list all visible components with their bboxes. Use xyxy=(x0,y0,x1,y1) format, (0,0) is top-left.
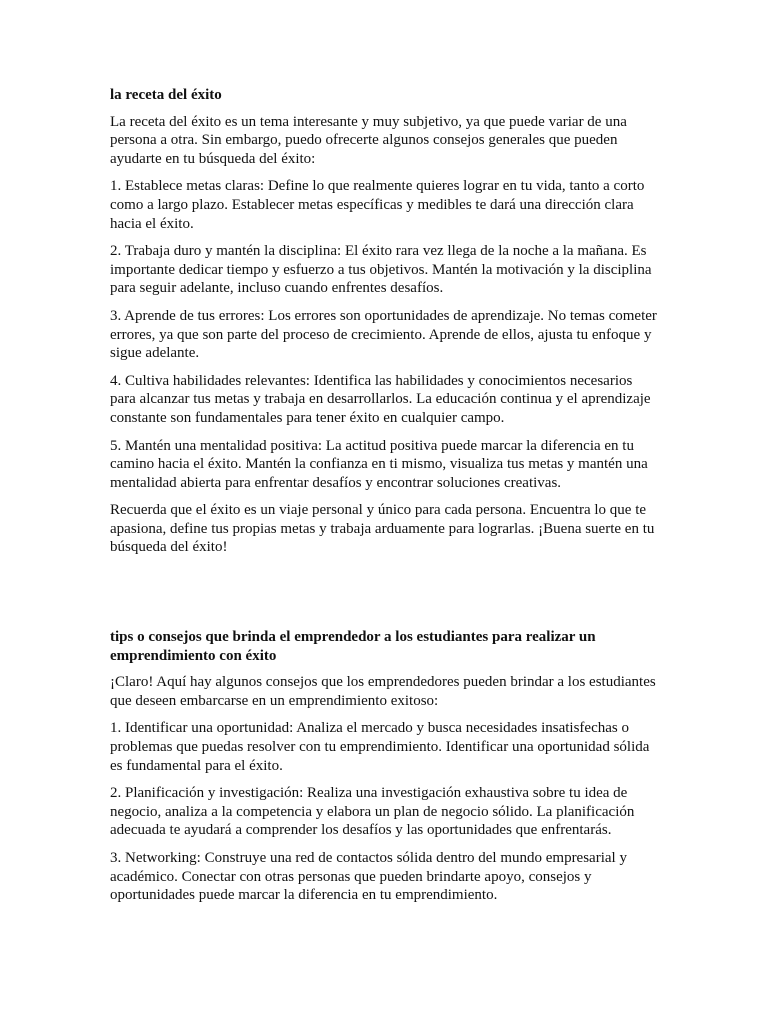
document-page xyxy=(110,86,660,914)
section-2-item-1: 1. Identificar una oportunidad: Analiza el mercado y busca necesidades insatisfechas o problemas que puedas resolver con tu emprendimiento. Identificar una oportunidad sólida es fundamental para el éxito. xyxy=(110,720,650,774)
section-1-item-3: 3. Aprende de tus errores: Los errores son oportunidades de aprendizaje. No temas cometer errores, ya que son parte del proceso de crecimiento. Aprende de ellos, ajusta tu enfoque y sigue adelante. xyxy=(110,307,657,362)
section-spacer xyxy=(110,566,660,628)
section-2-item-3: 3. Networking: Construye una red de contactos sólida dentro del mundo empresarial y académico. Conectar con otras personas que pueden brindarte apoyo, consejos y oportunidades puede marcar la diferencia en tu emprendimiento. xyxy=(110,850,627,904)
section-1-item-5: 5. Mantén una mentalidad positiva: La actitud positiva puede marcar la diferencia en tu camino hacia el éxito. Mantén la confianza en ti mismo, visualiza tus metas y mantén una mentalidad abierta para enfrentar desafíos y encontrar soluciones creativas. xyxy=(110,437,648,491)
section-1-title: la receta del éxito xyxy=(110,87,222,103)
section-2-intro: ¡Claro! Aquí hay algunos consejos que los emprendedores pueden brindar a los estudiantes que deseen embarcarse en un emprendimiento exitoso: xyxy=(110,674,656,709)
section-2-title: tips o consejos que brinda el emprendedor a los estudiantes para realizar un emprendimiento con éxito xyxy=(110,629,596,664)
section-1-item-2: 2. Trabaja duro y mantén la disciplina: El éxito rara vez llega de la noche a la mañana. Es importante dedicar tiempo y esfuerzo a tus objetivos. Mantén la motivación y la disciplina para seguir adelante, incluso cuando enfrentes desafíos. xyxy=(110,243,652,297)
section-1-item-1: 1. Establece metas claras: Define lo que realmente quieres lograr en tu vida, tanto a corto como a largo plazo. Establecer metas específicas y medibles te dará una dirección clara hacia el éxito. xyxy=(110,178,645,232)
section-2-item-2: 2. Planificación y investigación: Realiza una investigación exhaustiva sobre tu idea de negocio, analiza a la competencia y elabora un plan de negocio sólido. La planificación adecuada te ayudará a comprender los desafíos y las oportunidades que enfrentarás. xyxy=(110,785,635,839)
section-1-item-4: 4. Cultiva habilidades relevantes: Identifica las habilidades y conocimientos necesarios para alcanzar tus metas y trabaja en desarrollarlos. La educación continua y el aprendizaje constante son fundamentales para tener éxito en cualquier campo. xyxy=(110,372,651,426)
section-1-closing: Recuerda que el éxito es un viaje personal y único para cada persona. Encuentra lo que te apasiona, define tus propias metas y trabaja arduamente para lograrlas. ¡Buena suerte en tu búsqueda del éxito! xyxy=(110,502,655,556)
section-1-intro: La receta del éxito es un tema interesante y muy subjetivo, ya que puede variar de una persona a otra. Sin embargo, puedo ofrecerte algunos consejos generales que pueden ayudarte en tu búsqueda del éxito: xyxy=(110,113,627,167)
